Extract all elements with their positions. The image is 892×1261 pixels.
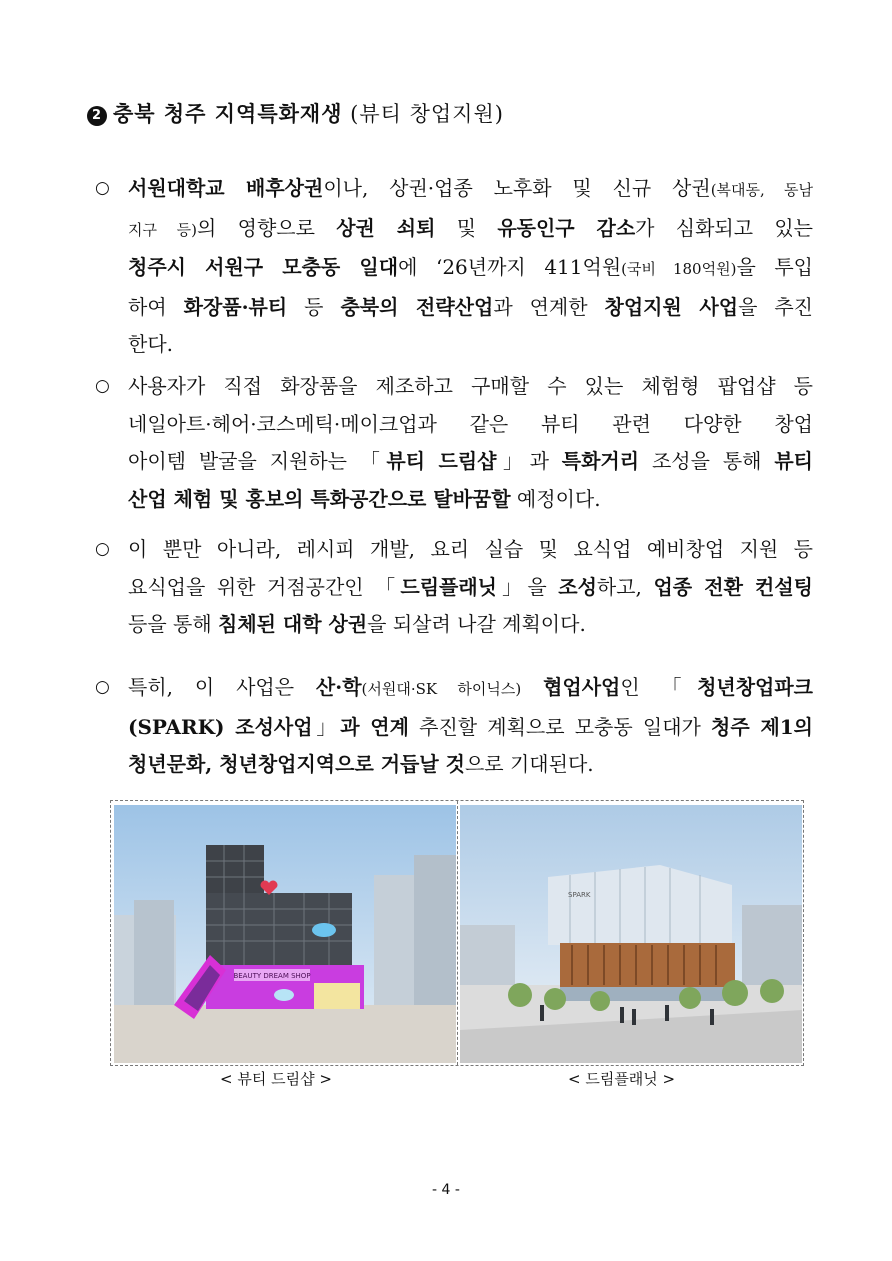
text-span: 예정이다. [510,486,601,511]
text-line [128,170,813,210]
bold-text: 상권 쇠퇴 [336,215,436,240]
paragraph-1-body [95,170,813,364]
small-text: (국비 180억원) [621,260,737,278]
paragraph-2-body [95,368,813,518]
beauty-dream-shop-rendering [114,805,456,1063]
text-line [128,249,813,289]
text-span: 이나, 상권·업종 노후화 및 신규 상권 [323,176,711,200]
bold-text: 뷰티 [774,449,813,473]
text-span: 사용자가 직접 화장품을 제조하고 구매할 수 있는 체험형 팝업샵 등 [128,374,813,398]
text-span: 특히, 이 사업은 [128,675,316,699]
text-span: 가 심화되고 있는 [635,215,813,240]
text-span: 한다. [128,332,173,356]
bold-text: 조성 [558,574,597,599]
dream-planet-rendering [460,805,802,1063]
text-line [128,531,813,569]
text-span: 요식업을 위한 거점공간인 「 [128,574,401,599]
beauty-shop-illustration [114,805,456,1063]
bullet-circle: ○ [95,376,110,396]
text-span: 조성을 통해 [639,449,775,473]
text-span: 을 되살려 나갈 계획이다. [367,612,586,636]
bold-text: 청주시 서원구 모충동 일대 [128,255,399,279]
text-span: 으로 기대된다. [464,752,594,776]
text-span: 하고, [596,574,654,599]
text-line [128,368,813,406]
figure-panel [110,800,804,1066]
text-line [128,289,813,327]
page-number: - 4 - [432,1182,460,1198]
text-span: 등을 통해 [128,612,218,636]
bold-text: 산업 체험 및 홍보의 특화공간으로 탈바꿈할 [128,486,511,511]
text-span: 과 연계한 [493,294,605,319]
bold-text: (SPARK) 조성사업 [128,714,313,739]
dream-planet-illustration [460,805,802,1063]
small-text: (복대동, 동남 [710,181,814,199]
text-span: 추진할 계획으로 모충동 일대가 [408,714,712,739]
text-span [521,675,543,699]
bold-text: 산·학 [315,675,362,699]
caption-beauty-dream-shop: < 뷰티 드림샵 > [220,1070,332,1088]
bold-text: 드림플래닛 [400,574,497,599]
text-line [128,481,813,519]
bullet-circle: ○ [95,178,110,198]
bold-text: 청년창업파크 [697,675,813,699]
bullet-circle: ○ [95,539,110,559]
shop-sign-text: BEAUTY DREAM SHOP [233,972,311,980]
text-line [128,569,813,607]
text-line [128,606,813,644]
text-span: 네일아트·헤어·코스메틱·메이크업과 같은 뷰티 관련 다양한 창업 [128,411,813,436]
bold-text: 뷰티 드림샵 [386,449,497,473]
text-line [128,326,813,364]
text-line [128,709,813,747]
text-span: 아이템 발굴을 지원하는 「 [128,449,387,473]
bold-text: 충북의 전략산업 [340,294,494,319]
text-line [128,406,813,444]
bold-text: 서원대학교 배후상권 [128,176,324,200]
text-line [128,746,813,784]
building-sign-text: SPARK [568,891,591,899]
bold-text: 특화거리 [561,449,640,473]
text-span: 」과 [496,449,562,473]
paragraph-4 [95,669,813,784]
text-span: 하여 [128,294,184,319]
small-text: 지구 등) [128,220,198,239]
text-span: 이 뿐만 아니라, 레시피 개발, 요리 실습 및 요식업 예비창업 지원 등 [128,537,813,561]
text-span: 인 「 [620,675,698,699]
bold-text: 침체된 대학 상권 [218,612,368,636]
text-span: 을 추진 [738,294,813,319]
paragraph-4-body [95,669,813,784]
bold-text: 유동인구 감소 [497,215,636,240]
text-span: 및 [435,215,498,240]
paragraph-1 [95,170,813,364]
paragraph-2 [95,368,813,518]
section-heading-bold: 충북 청주 지역특화재생 [113,101,343,126]
bold-text: 청년문화, 청년창업지역으로 거듭날 것 [128,752,465,776]
caption-dream-planet: < 드림플래닛 > [568,1070,676,1088]
section-heading [87,98,504,128]
bold-text: 과 연계 [340,714,409,739]
bold-text: 화장품·뷰티 [183,294,288,319]
text-span: 」 [312,714,341,739]
bold-text: 협업사업 [543,675,621,699]
text-span: 」을 [496,574,559,599]
paragraph-3 [95,531,813,644]
text-span: 등 [287,294,341,319]
text-span: 의 영향으로 [197,215,337,240]
text-line [128,443,813,481]
bold-text: 창업지원 사업 [604,294,739,319]
bullet-circle: ○ [95,677,110,697]
paragraph-3-body [95,531,813,644]
small-text: (서원대·SK 하이닉스) [361,680,522,698]
section-heading-rest: (뷰티 창업지원) [342,102,504,126]
text-line [128,669,813,709]
bold-text: 청주 제1의 [711,714,813,739]
bold-text: 업종 전환 컨설팅 [653,574,814,599]
figure-divider [457,801,458,1065]
text-span: 에 ‘26년까지 411억원 [398,255,622,279]
section-number-badge: 2 [87,106,107,126]
text-line [128,210,813,250]
text-span: 을 투입 [736,255,813,279]
